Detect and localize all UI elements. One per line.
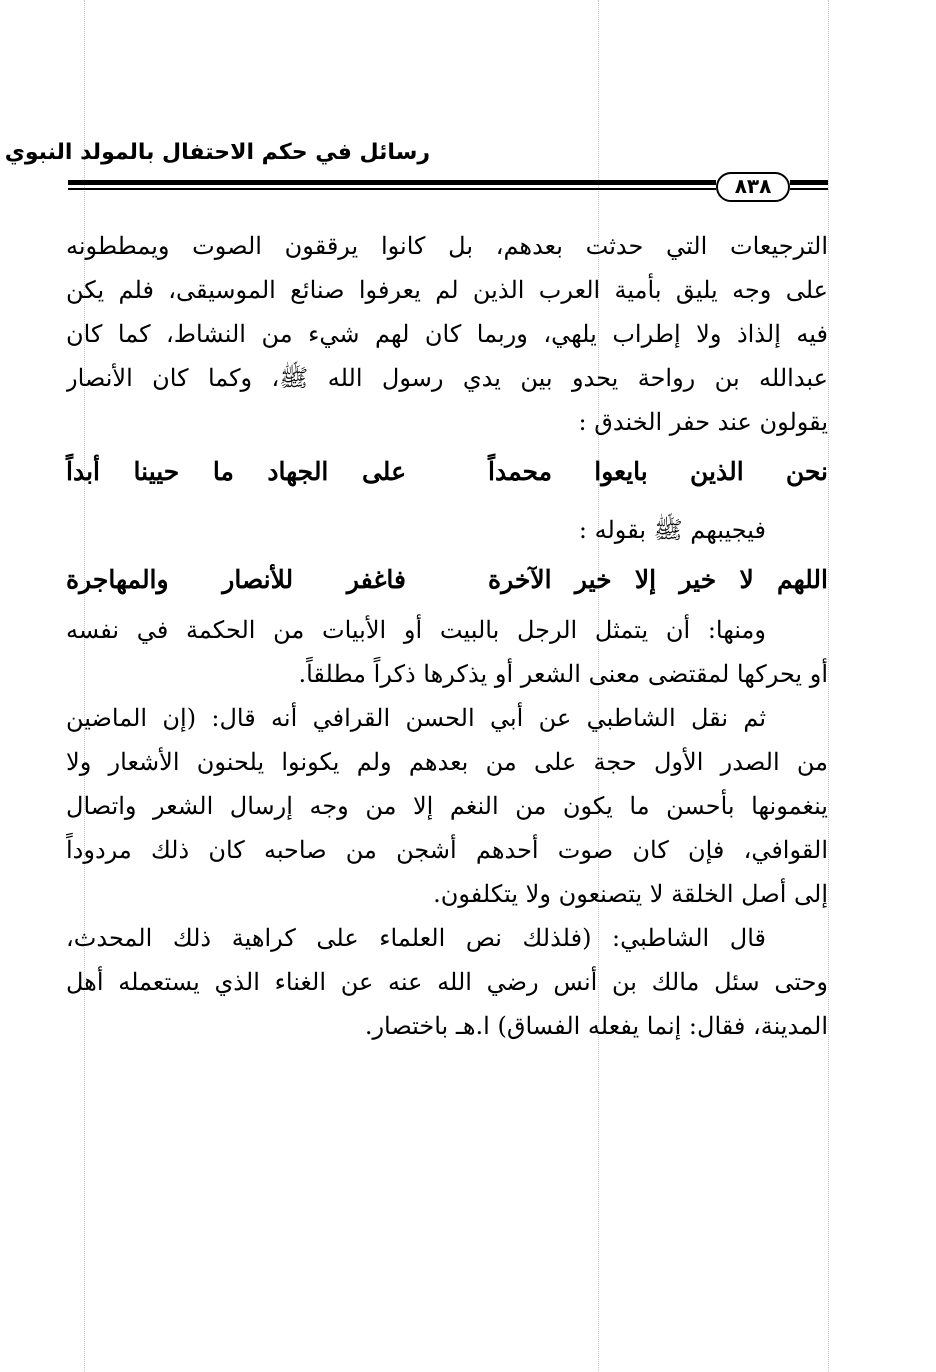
page-number-badge: ٨٣٨ [716,172,790,202]
text-line: فيجيبهم ﷺ بقوله : [578,516,766,544]
scan-guide-line [828,0,829,1372]
text-line: ينغمونها بأحسن ما يكون من النغم إلا من وجه إرسال الشعر واتصال [66,792,828,820]
header-rule-thick [68,180,716,185]
page-body [66,224,828,1048]
text-line: أو يحركها لمقتضى معنى الشعر أو يذكرها ذكراً مطلقاً. [298,660,828,688]
paragraph [66,608,828,696]
verse-second-hemistich: على الجهاد ما حيينا أبداً [66,457,406,486]
paragraph [66,916,828,1048]
poem-verse [66,552,828,608]
paragraph [66,224,828,444]
text-line: ثم نقل الشاطبي عن أبي الحسن القرافي أنه قال: (إن الماضين [66,704,766,732]
text-line: المدينة، فقال: إنما يفعله الفساق) ا.هـ باختصار. [364,1012,828,1040]
text-line: يقولون عند حفر الخندق : [578,408,828,436]
text-line: إلى أصل الخلقة لا يتصنعون ولا يتكلفون. [433,880,828,908]
verse-second-hemistich: فاغفر للأنصار والمهاجرة [66,565,406,594]
text-line: القوافي، فإن كان صوت أحدهم أشجن من صاحبه كان ذلك مردوداً [66,836,828,864]
text-line: عبدالله بن رواحة يحدو بين يدي رسول الله ﷺ، وكما كان الأنصار [66,364,828,392]
running-header-title: رسائل في حكم الاحتفال بالمولد النبوي [4,140,430,165]
text-line: وحتى سئل مالك بن أنس رضي الله عنه عن الغناء الذي يستعمله أهل [66,968,828,996]
header-rule-thick [790,180,828,185]
paragraph [66,696,828,916]
text-line: على وجه يليق بأمية العرب الذين لم يعرفوا صنائع الموسيقى، فلم يكن [66,276,828,304]
text-line: من الصدر الأول حجة على من بعدهم ولم يكونوا يلحنون الأشعار ولا [66,748,828,776]
header-rule-thin [68,188,716,190]
text-line: قال الشاطبي: (فلذلك نص العلماء على كراهية ذلك المحدث، [66,924,766,952]
verse-first-hemistich: نحن الذين بايعوا محمداً [488,457,828,486]
text-line: الترجيعات التي حدثت بعدهم، بل كانوا يرققون الصوت ويمططونه [66,232,828,260]
poem-verse [66,444,828,500]
verse-first-hemistich: اللهم لا خير إلا خير الآخرة [488,565,828,594]
text-line: فيه إلذاذ ولا إطراب يلهي، وربما كان لهم شيء من النشاط، كما كان [66,320,828,348]
header-rule-thin [790,188,828,190]
text-line: ومنها: أن يتمثل الرجل بالبيت أو الأبيات من الحكمة في نفسه [66,616,766,644]
